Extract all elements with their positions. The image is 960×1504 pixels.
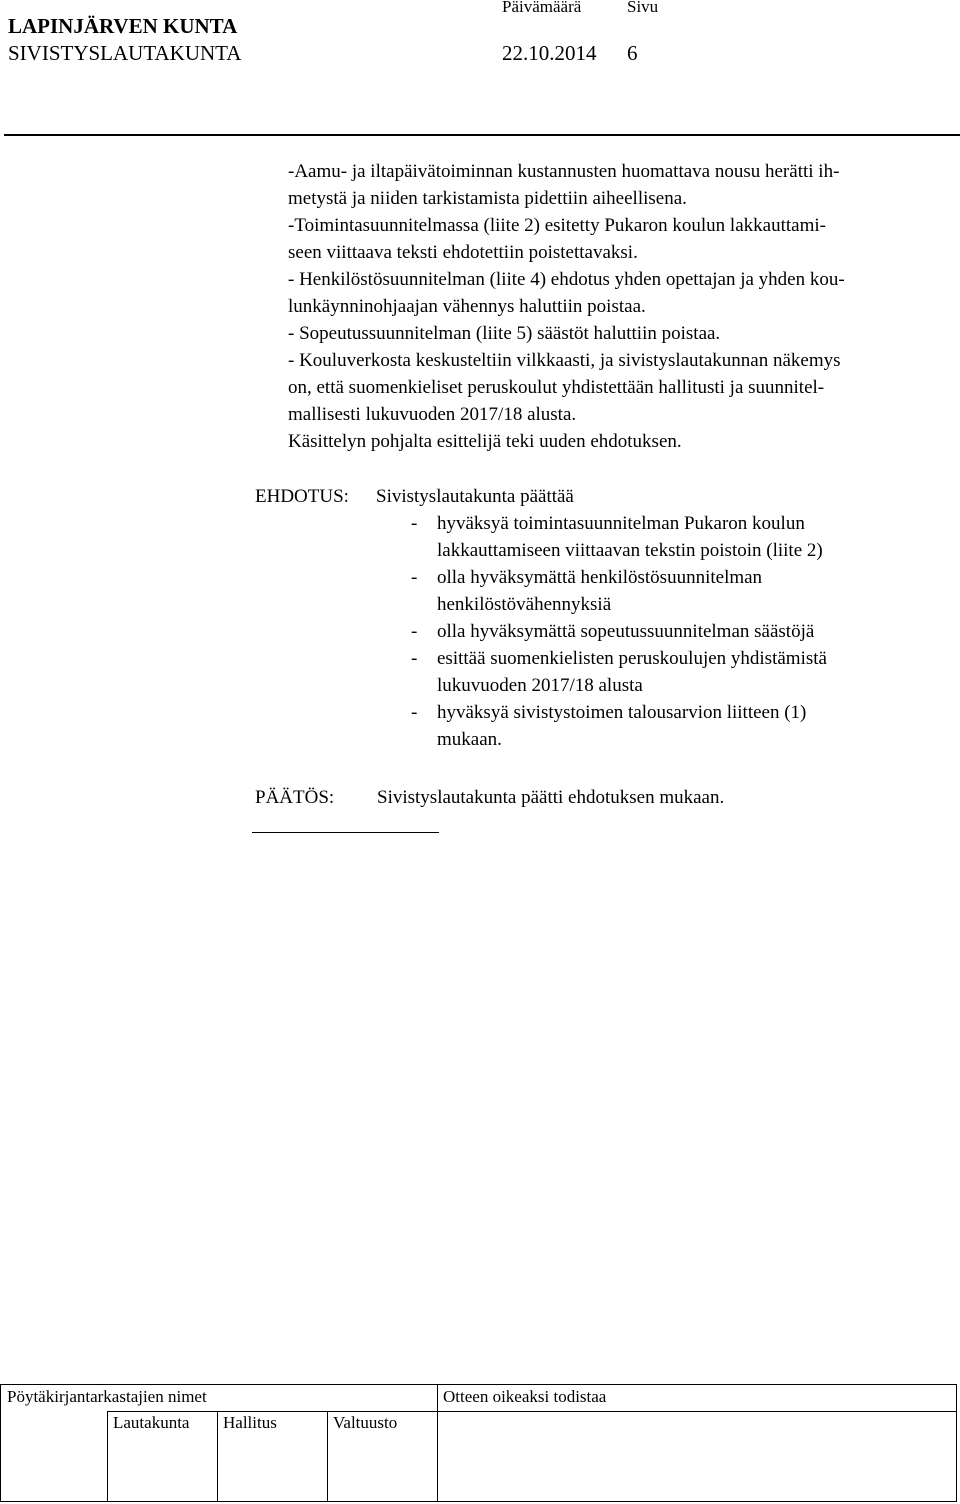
discussion-line: mallisesti lukuvuoden 2017/18 alusta. (288, 404, 577, 425)
header-divider (4, 134, 960, 136)
decision-underline (252, 832, 439, 833)
discussion-line: -Aamu- ja iltapäivätoiminnan kustannusten huomattava nousu herätti ih- (288, 161, 840, 182)
decision-text: Sivistyslautakunta päätti ehdotuksen mukaan. (377, 787, 725, 808)
footer-signature-table (0, 1384, 957, 1502)
discussion-line: - Sopeutussuunnitelman (liite 5) säästöt haluttiin poistaa. (288, 323, 721, 344)
board-label: Lautakunta (113, 1413, 190, 1432)
footer-divider (217, 1411, 218, 1501)
proposal-item-line: olla hyväksymättä sopeutussuunnitelman säästöjä (437, 621, 815, 642)
proposal-item-line: lukuvuoden 2017/18 alusta (437, 675, 643, 696)
organization-name: LAPINJÄRVEN KUNTA (8, 14, 238, 38)
proposal-item-line: mukaan. (437, 729, 502, 750)
footer-divider (437, 1385, 438, 1501)
decision-label: PÄÄTÖS: (255, 787, 335, 808)
discussion-line: on, että suomenkieliset peruskoulut yhdistettään hallitusti ja suunnitel- (288, 377, 825, 398)
footer-divider (327, 1411, 328, 1501)
date-label: Päivämäärä (502, 0, 582, 16)
page-label: Sivu (627, 0, 659, 16)
proposal-item-line: lakkauttamiseen viittaavan tekstin poistoin (liite 2) (437, 540, 823, 561)
discussion-line: Käsittelyn pohjalta esittelijä teki uuden ehdotuksen. (288, 431, 682, 452)
meeting-date: 22.10.2014 (502, 41, 597, 65)
discussion-line: - Kouluverkosta keskusteltiin vilkkaasti, ja sivistyslautakunnan näkemys (288, 350, 841, 371)
proposal-item-line: esittää suomenkielisten peruskoulujen yhdistämistä (437, 648, 827, 669)
proposal-intro: Sivistyslautakunta päättää (376, 486, 574, 507)
list-dash: - (411, 702, 418, 723)
discussion-line: seen viittaava teksti ehdotettiin poistettavaksi. (288, 242, 638, 263)
footer-divider (107, 1411, 437, 1412)
page-number: 6 (627, 41, 638, 65)
reviewers-label: Pöytäkirjantarkastajien nimet (7, 1387, 207, 1406)
certified-label: Otteen oikeaksi todistaa (443, 1387, 607, 1406)
list-dash: - (411, 648, 418, 669)
council-label: Valtuusto (333, 1413, 398, 1432)
footer-divider (437, 1411, 957, 1412)
list-dash: - (411, 621, 418, 642)
proposal-label: EHDOTUS: (255, 486, 349, 507)
proposal-item-line: henkilöstövähennyksiä (437, 594, 612, 615)
committee-name: SIVISTYSLAUTAKUNTA (8, 41, 242, 65)
discussion-line: metystä ja niiden tarkistamista pidettiin aiheellisena. (288, 188, 687, 209)
list-dash: - (411, 567, 418, 588)
list-dash: - (411, 513, 418, 534)
discussion-line: -Toimintasuunnitelmassa (liite 2) esitetty Pukaron koulun lakkauttami- (288, 215, 826, 236)
discussion-line: lunkäynninohjaajan vähennys haluttiin poistaa. (288, 296, 646, 317)
government-label: Hallitus (223, 1413, 277, 1432)
proposal-item-line: hyväksyä sivistystoimen talousarvion liitteen (1) (437, 702, 807, 723)
proposal-item-line: olla hyväksymättä henkilöstösuunnitelman (437, 567, 763, 588)
proposal-item-line: hyväksyä toimintasuunnitelman Pukaron koulun (437, 513, 805, 534)
discussion-line: - Henkilöstösuunnitelman (liite 4) ehdotus yhden opettajan ja yhden kou- (288, 269, 845, 290)
footer-divider (107, 1411, 108, 1501)
